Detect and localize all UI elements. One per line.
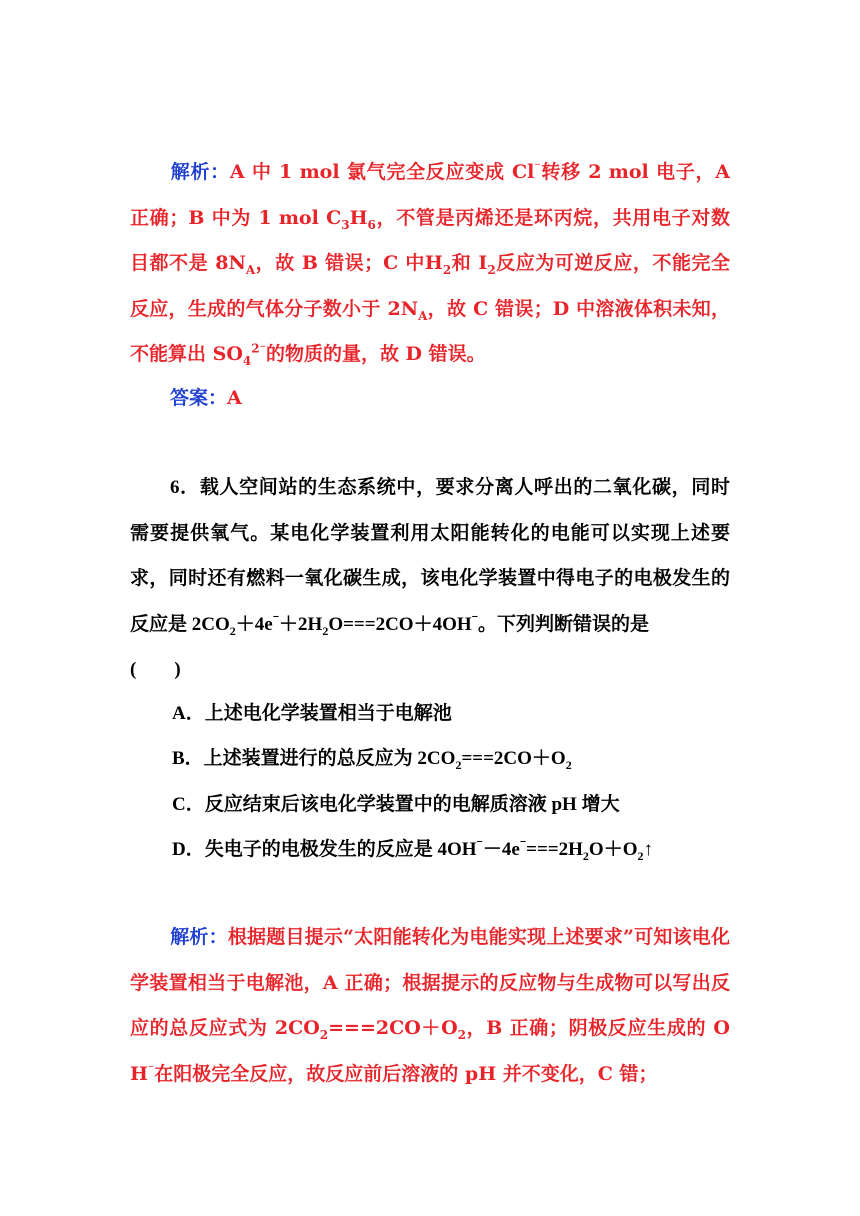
option-b: B．上述装置进行的总反应为 $2CO_2===2CO+O_2$ — [172, 748, 572, 772]
answer-5 — [130, 376, 730, 422]
analysis-5: 解析：A 中 1 mol 氯气完全反应变成 Cl⁻转移 2 mol 电子，A 正确；B 中为 1 mol $C_3H_6$，不管是丙烯还是环丙烷，共用电子对数目都不是 $8N_A$，故 B 错误；C 中$H_2$和 $I_2$反应为可逆反应，不能完全反应，生成的气体分子数小于 $2N_A$，故 C 错误；D 中溶液体积未知，不能算出 $SO_4^{2^-}$的物质的量，故 D 错误。 — [130, 159, 731, 368]
answer-value: A — [227, 387, 242, 409]
question-number: 6． — [170, 477, 200, 498]
analysis-label: 解析： — [170, 161, 230, 183]
answer-label: 答案： — [170, 387, 228, 409]
option-c: C．反应结束后该电化学装置中的电解质溶液 pH 增大 — [172, 794, 620, 815]
answer-blank: ( ) — [130, 659, 181, 680]
analysis-label: 解析： — [170, 926, 228, 948]
option-a: A．上述电化学装置相当于电解池 — [172, 703, 452, 724]
question-6: 6．载人空间站的生态系统中，要求分离人呼出的二氧化碳，同时需要提供氧气。某电化学装置利用太阳能转化的电能可以实现上述要求，同时还有燃料一氧化碳生成，该电化学装置中得电子的电极发生的反应是 $2CO_2+4e^{^-}+2H_2O===2CO+4OH^{^-}$。下列判断错误的是 ( ) — [130, 477, 730, 680]
analysis-6: 解析：根据题目提示“太阳能转化为电能实现上述要求”可知该电化学装置相当于电解池，A 正确；根据提示的反应物与生成物可以写出反应的总反应式为 $2CO_2===2CO+O_2$，B 正确；阴极反应生成的 OH⁻在阳极完全反应，故反应前后溶液的 pH 并不变化，C 错； — [130, 926, 730, 1085]
option-d: D．失电子的电极发生的反应是 $4OH^{^-}-4e^{^-}===2H_2O+O_2↑$ — [172, 836, 653, 863]
